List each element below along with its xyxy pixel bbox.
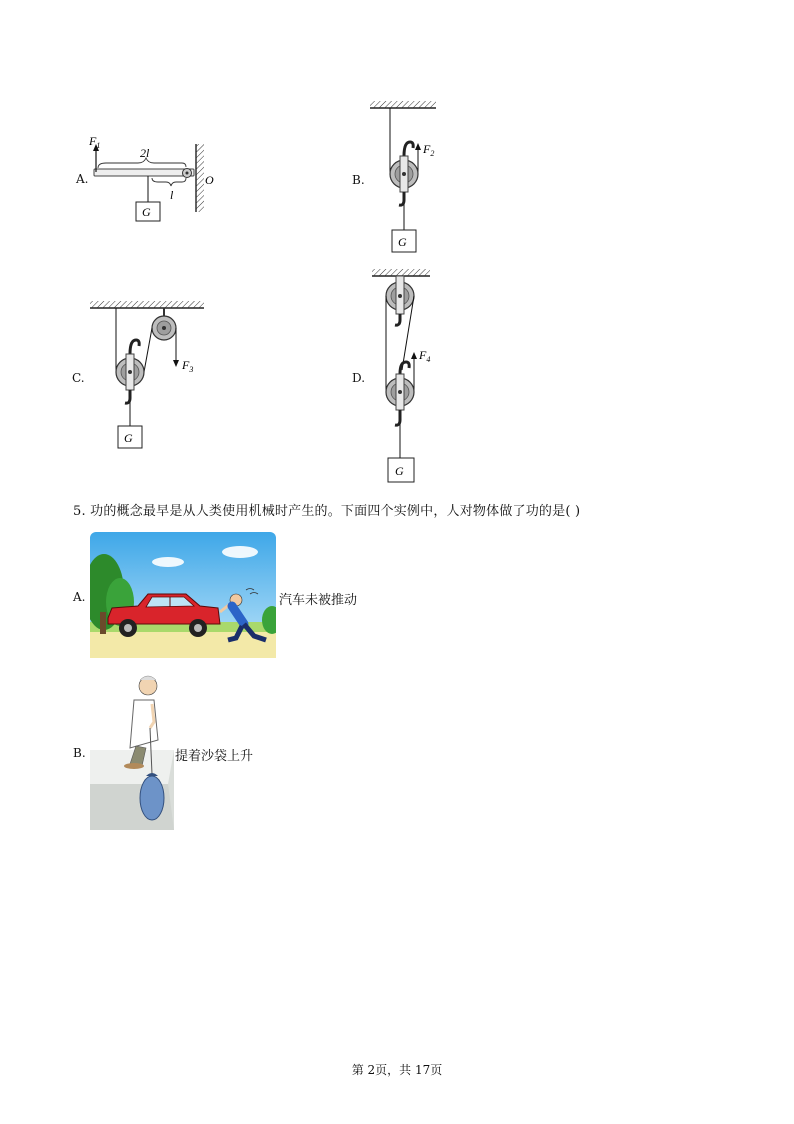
sandbag	[140, 776, 164, 820]
weight-g-label: G	[395, 464, 404, 478]
hook-top	[404, 142, 413, 156]
weight-g-label: G	[124, 431, 133, 445]
arm-l-label: l	[170, 188, 174, 202]
lever-bar	[94, 169, 194, 176]
ceiling-hatch	[90, 301, 204, 308]
option-d-letter: D.	[352, 371, 366, 385]
brace-l	[152, 178, 186, 186]
ceiling-hatch	[372, 269, 430, 276]
hook-bottom	[399, 192, 404, 205]
f4-label: $F_4$	[419, 348, 431, 364]
question-5-stem: 5. 功的概念最早是从人类使用机械时产生的。下面四个实例中，人对物体做了功的是( )	[73, 504, 581, 519]
movable-pulley-b-diagram	[366, 98, 452, 258]
f1-label: $F_1$	[89, 134, 101, 150]
pivot-o-label: O	[205, 173, 214, 187]
weight-g-label: G	[142, 205, 151, 219]
f2-label: $F_2$	[423, 142, 435, 158]
q5-option-b-letter: B.	[73, 746, 86, 760]
option-c-letter: C.	[72, 371, 85, 385]
option-b-letter: B.	[352, 173, 365, 187]
weight-g-label: G	[398, 235, 407, 249]
q5-option-a-letter: A.	[73, 590, 86, 604]
pulley-system-c-diagram	[86, 296, 214, 456]
option-a-letter: A.	[76, 172, 89, 186]
q5-option-a-caption: 汽车未被推动	[279, 593, 358, 608]
wall-hatch	[196, 144, 204, 212]
page-footer: 第 2页，共 17页	[351, 1063, 443, 1077]
arm-2l-label: 2l	[140, 146, 150, 160]
car-push-illustration	[90, 532, 276, 658]
q5-option-b-caption: 提着沙袋上升	[175, 749, 254, 764]
man-lifting-sandbag-illustration	[90, 670, 174, 830]
ceiling-hatch	[370, 101, 436, 108]
f3-label: $F_3$	[182, 358, 194, 374]
pulley-block-d-diagram	[366, 266, 456, 488]
lever-diagram	[86, 132, 226, 224]
rope-middle	[144, 328, 152, 372]
